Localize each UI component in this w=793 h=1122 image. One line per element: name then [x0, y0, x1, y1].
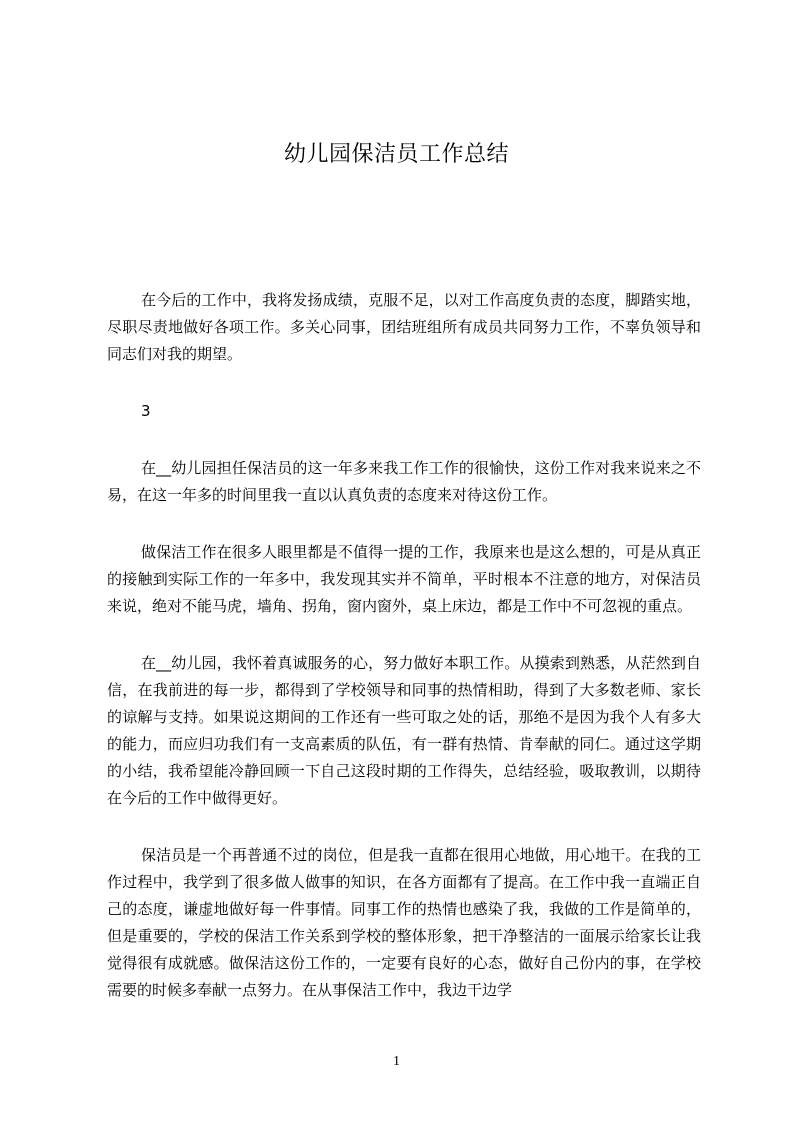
paragraph: 保洁员是一个再普通不过的岗位，但是我一直都在很用心地做，用心地干。在我的工作过程中，我学到了很多做人做事的知识，在各方面都有了提高。在工作中我一直端正自己的态度，谦虚地做好每一件事情。同事工作的热情也感染了我，我做的工作是简单的，但是重要的，学校的保洁工作关系到学校的整体形象，把干净整洁的一面展示给家长让我觉得很有成就感。做保洁这份工作的，一定要有良好的心态，做好自己份内的事，在学校需要的时候多奉献一点努力。在从事保洁工作中，我边干边学 [107, 846, 701, 999]
section-number: 3 [141, 402, 151, 420]
page-number: 1 [393, 1054, 400, 1069]
document-title: 幼儿园保洁员工作总结 [283, 142, 509, 167]
document-body [107, 287, 701, 1034]
paragraph: 做保洁工作在很多人眼里都是不值得一提的工作，我原来也是这么想的，可是从真正的接触到实际工作的一年多中，我发现其实并不简单，平时根本不注意的地方，对保洁员来说，绝对不能马虎，墙角、拐角，窗内窗外，桌上床边，都是工作中不可忽视的重点。 [107, 543, 701, 615]
paragraph: 在__幼儿园，我怀着真诚服务的心，努力做好本职工作。从摸索到熟悉，从茫然到自信，在我前进的每一步，都得到了学校领导和同事的热情相助，得到了大多数老师、家长的谅解与支持。如果说这期间的工作还有一些可取之处的话，那绝不是因为我个人有多大的能力，而应归功我们有一支高素质的队伍，有一群有热情、肯奉献的同仁。通过这学期的小结，我希望能冷静回顾一下自己这段时期的工作得失，总结经验，吸取教训，以期待在今后的工作中做得更好。 [107, 654, 701, 807]
paragraph: 在今后的工作中，我将发扬成绩，克服不足，以对工作高度负责的态度，脚踏实地，尽职尽责地做好各项工作。多关心同事，团结班组所有成员共同努力工作，不辜负领导和同志们对我的期望。 [107, 291, 701, 363]
paragraph: 在__幼儿园担任保洁员的这一年多来我工作工作的很愉快，这份工作对我来说来之不易，在这一年多的时间里我一直以认真负责的态度来对待这份工作。 [107, 459, 701, 504]
